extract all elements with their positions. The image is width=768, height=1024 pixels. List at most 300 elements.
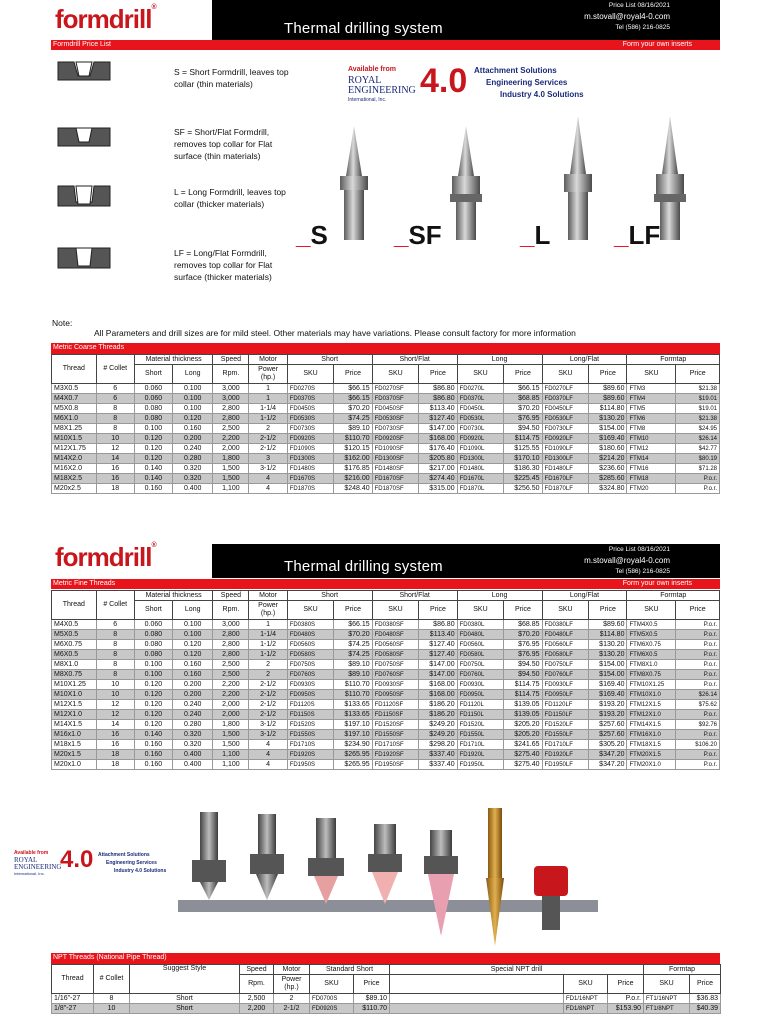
cell: $169.40 (589, 680, 627, 690)
cell: FD0380S (287, 620, 334, 630)
cell: FD1870SF (372, 484, 419, 494)
cell: FTM14 (627, 454, 676, 464)
cell: $114.75 (504, 434, 542, 444)
cell: $70.20 (504, 404, 542, 414)
cell: P.o.r. (676, 630, 720, 640)
cell: $275.40 (504, 760, 542, 770)
cell: 0.320 (173, 730, 213, 740)
type-desc-sf: SF = Short/Flat Formdrill, removes top collar for Flat surface (thin materials) (174, 127, 273, 161)
table-row (52, 670, 720, 680)
cell: $94.50 (504, 660, 542, 670)
cell: 8 (96, 414, 134, 424)
cell: 0.320 (173, 740, 213, 750)
cell: FD0750S (287, 660, 334, 670)
royal-line3-2: Industry 4.0 Solutions (114, 868, 167, 874)
cell: FD0750LF (542, 660, 589, 670)
cell: 2-1/2 (249, 710, 287, 720)
cell: $114.80 (589, 630, 627, 640)
cell: FT1/8NPT (644, 1004, 690, 1014)
th-short-price: Price (334, 365, 372, 384)
cell: P.o.r. (676, 484, 720, 494)
fine-thread-table (51, 590, 720, 770)
cell: $205.20 (504, 730, 542, 740)
cell: $168.00 (419, 690, 457, 700)
cell: FD1120SF (372, 700, 419, 710)
npt-title: NPT Threads (National Pipe Thread) (53, 954, 167, 961)
cell: 2,200 (240, 1004, 274, 1014)
cell: $147.00 (419, 670, 457, 680)
cell: FD0760SF (372, 670, 419, 680)
cell: FD1300SF (372, 454, 419, 464)
cell: $89.10 (334, 424, 372, 434)
cell: 1 (249, 384, 287, 394)
cell: 0.120 (173, 650, 213, 660)
red-bar-left: Formdrill Price List (53, 41, 111, 48)
cell: $298.20 (419, 740, 457, 750)
cell: FD1300LF (542, 454, 589, 464)
th-short-sku: SKU (287, 601, 334, 620)
cell: $180.60 (589, 444, 627, 454)
cell: 0.120 (134, 680, 172, 690)
cell: 2,500 (213, 424, 249, 434)
cell: FD1710LF (542, 740, 589, 750)
cell: FD0560L (457, 640, 504, 650)
cell: $114.75 (504, 690, 542, 700)
cell: $197.10 (334, 730, 372, 740)
cell: $21.38 (676, 414, 720, 424)
th-long-flat: Long/Flat (542, 591, 627, 601)
th-formtap-sku: SKU (627, 365, 676, 384)
cell: FD1670S (287, 474, 334, 484)
cell: P.o.r. (676, 660, 720, 670)
cell: M3X0.5 (52, 384, 97, 394)
cell: $347.20 (589, 750, 627, 760)
cell: 2,000 (213, 700, 249, 710)
th-lf-sku: SKU (542, 601, 589, 620)
cell: FD0920L (457, 434, 504, 444)
cell: M8X0.75 (52, 670, 97, 680)
cell: $89.60 (589, 394, 627, 404)
cell: $324.80 (589, 484, 627, 494)
th-long-sku: SKU (457, 365, 504, 384)
th-long-price: Price (504, 601, 542, 620)
table-row (52, 414, 720, 424)
cell: FD0270S (287, 384, 334, 394)
cell: $76.95 (504, 640, 542, 650)
table-row (52, 404, 720, 414)
royal-line2: Engineering Services (486, 78, 568, 87)
cell: 8 (96, 424, 134, 434)
cell: FTM6X0.75 (627, 640, 676, 650)
royal-40-2: 4.0 (60, 846, 94, 873)
cell: M5X0.8 (52, 404, 97, 414)
cell: 3-1/2 (249, 464, 287, 474)
table-row (52, 740, 720, 750)
cell: FD0480SF (372, 630, 419, 640)
cell: $94.50 (504, 670, 542, 680)
cell: FD1520LF (542, 720, 589, 730)
cell: FD0950S (287, 690, 334, 700)
th-formtap: Formtap (644, 965, 721, 975)
cell: 0.060 (134, 384, 172, 394)
cell: 0.120 (134, 434, 172, 444)
cell: 2 (249, 670, 287, 680)
cell: $76.95 (504, 414, 542, 424)
cell: 0.200 (173, 680, 213, 690)
cell: 0.240 (173, 700, 213, 710)
cell: $89.60 (589, 384, 627, 394)
cell: 18 (96, 760, 134, 770)
cell: FD0450S (287, 404, 334, 414)
cell: 1-1/2 (249, 414, 287, 424)
cell: 16 (96, 474, 134, 484)
cell: 16 (96, 464, 134, 474)
cell: 0.080 (134, 650, 172, 660)
cell: FD1870L (457, 484, 504, 494)
th-short-thick: Short (134, 365, 172, 384)
cell: P.o.r. (676, 474, 720, 484)
th-speed: Speed (213, 591, 249, 601)
lineup-drill-4 (368, 824, 402, 904)
table-row (52, 1004, 721, 1014)
cell: 1 (249, 620, 287, 630)
th-motor: Motor (249, 355, 287, 365)
cell: FD0750SF (372, 660, 419, 670)
cell: $315.00 (419, 484, 457, 494)
th-suggest-style: Suggest Style (130, 965, 240, 994)
cell: 0.100 (173, 404, 213, 414)
table-row (52, 620, 720, 630)
table-row (52, 680, 720, 690)
th-long: Long (457, 591, 542, 601)
cell: $197.10 (334, 720, 372, 730)
cell: $139.05 (504, 710, 542, 720)
th-short-flat: Short/Flat (372, 355, 457, 365)
table-subheader-row (52, 365, 720, 384)
cell: $68.85 (504, 394, 542, 404)
lineup-drill-5 (424, 830, 458, 936)
cell: 2,500 (213, 670, 249, 680)
cell: FD0950SF (372, 690, 419, 700)
cell: FD1670LF (542, 474, 589, 484)
cell: $193.20 (589, 700, 627, 710)
table-header-row (52, 591, 720, 601)
cell: $89.10 (334, 660, 372, 670)
cell: $257.60 (589, 720, 627, 730)
price-list-date-2: Price List 08/16/2021 (608, 546, 670, 553)
cell: 2,200 (213, 690, 249, 700)
cell: $74.25 (334, 650, 372, 660)
cell: 1-1/2 (249, 650, 287, 660)
th-formtap-price: Price (676, 601, 720, 620)
table-row (52, 700, 720, 710)
logo-reg-mark-2: ® (151, 542, 156, 549)
cell: M10X1.5 (52, 434, 97, 444)
cell: FD0930SF (372, 680, 419, 690)
cell: Short (130, 994, 240, 1004)
cell: 2,000 (213, 710, 249, 720)
table-row (52, 434, 720, 444)
th-thread: Thread (52, 591, 97, 620)
cell: FTM20X1.5 (627, 750, 676, 760)
cell: 0.120 (134, 710, 172, 720)
cell: $66.15 (334, 394, 372, 404)
cell: $42.77 (676, 444, 720, 454)
cell: 8 (96, 640, 134, 650)
th-rpm: Rpm. (213, 365, 249, 384)
cell: FD0450LF (542, 404, 589, 414)
cell: 1,100 (213, 750, 249, 760)
cell: 2 (274, 994, 310, 1004)
cell: FTM4X0.5 (627, 620, 676, 630)
cell: $168.00 (419, 680, 457, 690)
cell: $68.85 (504, 620, 542, 630)
cell: FTM18 (627, 474, 676, 484)
table-row (52, 640, 720, 650)
th-formtap-sku: SKU (627, 601, 676, 620)
cell: 14 (96, 720, 134, 730)
cell: FD1090S (287, 444, 334, 454)
table-row (52, 444, 720, 454)
cell: M16X2.0 (52, 464, 97, 474)
cell: FTM20 (627, 484, 676, 494)
th-lf-price: Price (589, 601, 627, 620)
page-title: Thermal drilling system (284, 20, 443, 37)
cell: FD0370S (287, 394, 334, 404)
cell: $130.20 (589, 414, 627, 424)
cell: 0.280 (173, 454, 213, 464)
cell: $106.20 (676, 740, 720, 750)
cell: 2,800 (213, 650, 249, 660)
cell: 2 (249, 424, 287, 434)
th-power: Power (hp.) (274, 975, 310, 994)
page-title-2: Thermal drilling system (284, 558, 443, 575)
formdrill-lineup-image (178, 808, 598, 948)
npt-thread-table (51, 964, 721, 1014)
cell: FD0380LF (542, 620, 589, 630)
cell-spacer (390, 1004, 564, 1014)
th-collet: # Collet (96, 591, 134, 620)
red-bar (51, 40, 720, 50)
cell: 2,800 (213, 630, 249, 640)
th-long-flat: Long/Flat (542, 355, 627, 365)
cell: 0.120 (134, 454, 172, 464)
cell: $347.20 (589, 760, 627, 770)
cell: 1,500 (213, 474, 249, 484)
table-row (52, 710, 720, 720)
cell: 3,000 (213, 384, 249, 394)
cell: 1,500 (213, 730, 249, 740)
cell: FTM18X1.5 (627, 740, 676, 750)
cell: 0.120 (134, 690, 172, 700)
cell: $127.40 (419, 650, 457, 660)
th-short: Short (287, 591, 372, 601)
short-type-icon (58, 62, 110, 80)
cell: 0.160 (173, 424, 213, 434)
cell: 1,500 (213, 464, 249, 474)
cell: 6 (96, 394, 134, 404)
cell: P.o.r. (608, 994, 644, 1004)
cell: P.o.r. (676, 680, 720, 690)
title-bar-2 (212, 544, 720, 578)
cell: $89.10 (354, 994, 390, 1004)
contact-email[interactable]: m.stovall@royal4-0.com (584, 12, 670, 21)
cell: FD0480S (287, 630, 334, 640)
th-long: Long (457, 355, 542, 365)
cell: $249.20 (419, 720, 457, 730)
cell: FD0370LF (542, 394, 589, 404)
contact-tel-2: Tel (586) 216-0825 (615, 568, 670, 575)
contact-email-2[interactable]: m.stovall@royal4-0.com (584, 556, 670, 565)
th-collet: # Collet (94, 965, 130, 994)
cell: FD1550S (287, 730, 334, 740)
cell: FD0930LF (542, 680, 589, 690)
cell: 3 (249, 454, 287, 464)
table-subheader-row (52, 601, 720, 620)
cell: FD0530L (457, 414, 504, 424)
th-short-price: Price (334, 601, 372, 620)
cell: $170.10 (504, 454, 542, 464)
cell: $120.15 (334, 444, 372, 454)
cell: FD1550SF (372, 730, 419, 740)
cell: 1,100 (213, 760, 249, 770)
cell: M10X1.25 (52, 680, 97, 690)
cell: $86.80 (419, 620, 457, 630)
cell: 2,200 (213, 680, 249, 690)
cell: FD0370SF (372, 394, 419, 404)
cell: $186.20 (419, 710, 457, 720)
cell: $110.70 (334, 680, 372, 690)
table-row (52, 750, 720, 760)
cell: $337.40 (419, 760, 457, 770)
cell: FTM5 (627, 404, 676, 414)
logo-text: formdrill (55, 4, 152, 34)
cell: $147.00 (419, 424, 457, 434)
cell: FD1480S (287, 464, 334, 474)
th-sf-sku: SKU (372, 365, 419, 384)
cell: FTM12X1.0 (627, 710, 676, 720)
cell: M20x2.5 (52, 484, 97, 494)
th-long-sku: SKU (457, 601, 504, 620)
cell: FTM10X1.0 (627, 690, 676, 700)
cell: $234.90 (334, 740, 372, 750)
th-collet: # Collet (96, 355, 134, 384)
cell: $236.60 (589, 464, 627, 474)
cell: $74.25 (334, 640, 372, 650)
cell: $89.10 (334, 670, 372, 680)
cell: $66.15 (334, 384, 372, 394)
cell: FTM16X1.0 (627, 730, 676, 740)
cell: FTM12X1.5 (627, 700, 676, 710)
cell: 0.100 (173, 630, 213, 640)
th-lf-sku: SKU (542, 365, 589, 384)
cell: 0.140 (134, 474, 172, 484)
cell: 2-1/2 (249, 680, 287, 690)
cell: FD0760S (287, 670, 334, 680)
cell: 0.080 (134, 414, 172, 424)
th-short-sku: SKU (310, 975, 354, 994)
cell: FTM12 (627, 444, 676, 454)
cell: FD0480L (457, 630, 504, 640)
cell: $305.20 (589, 740, 627, 750)
cell: M14X1.5 (52, 720, 97, 730)
table-row (52, 454, 720, 464)
cell: $113.40 (419, 630, 457, 640)
cell: FD0270SF (372, 384, 419, 394)
cell: 0.160 (134, 750, 172, 760)
cell: $265.95 (334, 760, 372, 770)
th-thread: Thread (52, 355, 97, 384)
th-long-thick: Long (173, 601, 213, 620)
cell: 16 (96, 740, 134, 750)
cell: FD1920S (287, 750, 334, 760)
cell: 2,800 (213, 640, 249, 650)
royal-engineering-logo (346, 64, 606, 108)
cell: 8 (96, 650, 134, 660)
cell: M20x1.5 (52, 750, 97, 760)
cell: 1,100 (213, 484, 249, 494)
cell: FD1710L (457, 740, 504, 750)
cell: 8 (94, 994, 130, 1004)
table-row (52, 994, 721, 1004)
cell: 0.060 (134, 394, 172, 404)
cell: M10X1.0 (52, 690, 97, 700)
cell: FD1120S (287, 700, 334, 710)
table-row (52, 464, 720, 474)
cell: FD1710SF (372, 740, 419, 750)
cell: 8 (96, 630, 134, 640)
cell: 16 (96, 730, 134, 740)
cell: $274.40 (419, 474, 457, 484)
lineup-tap (486, 808, 504, 946)
cell: $169.40 (589, 434, 627, 444)
cell: 1,800 (213, 454, 249, 464)
cell: FD1870S (287, 484, 334, 494)
cell: 2,000 (213, 444, 249, 454)
drill-letter-sf: _SF (394, 220, 442, 250)
cell: $113.40 (419, 404, 457, 414)
cell: FD1670SF (372, 474, 419, 484)
cell: 10 (94, 1004, 130, 1014)
cell: FD0920LF (542, 434, 589, 444)
th-rpm: Rpm. (213, 601, 249, 620)
cell: 0.240 (173, 444, 213, 454)
type-desc-l: L = Long Formdrill, leaves top collar (thicker materials) (174, 187, 286, 209)
table-row (52, 690, 720, 700)
cell: $205.20 (504, 720, 542, 730)
cell: $70.20 (504, 630, 542, 640)
cell: $110.70 (334, 690, 372, 700)
cell: FD0530S (287, 414, 334, 424)
lineup-drill-1 (192, 812, 226, 900)
table-row (52, 384, 720, 394)
cell: 18 (96, 484, 134, 494)
cell: 0.200 (173, 690, 213, 700)
npt-header-row (52, 965, 721, 975)
cell: 3,000 (213, 620, 249, 630)
th-motor: Motor (274, 965, 310, 975)
cell: M20x1.0 (52, 760, 97, 770)
th-npt-sku: SKU (564, 975, 608, 994)
cell: $248.40 (334, 484, 372, 494)
cell: FD1950S (287, 760, 334, 770)
royal-line2-2: Engineering Services (106, 860, 157, 866)
cell: 0.140 (134, 464, 172, 474)
engineering-name-2: ENGINEERING (14, 863, 62, 871)
cell: 3-1/2 (249, 720, 287, 730)
note-label: Note: (52, 318, 73, 328)
cell: 0.060 (134, 620, 172, 630)
